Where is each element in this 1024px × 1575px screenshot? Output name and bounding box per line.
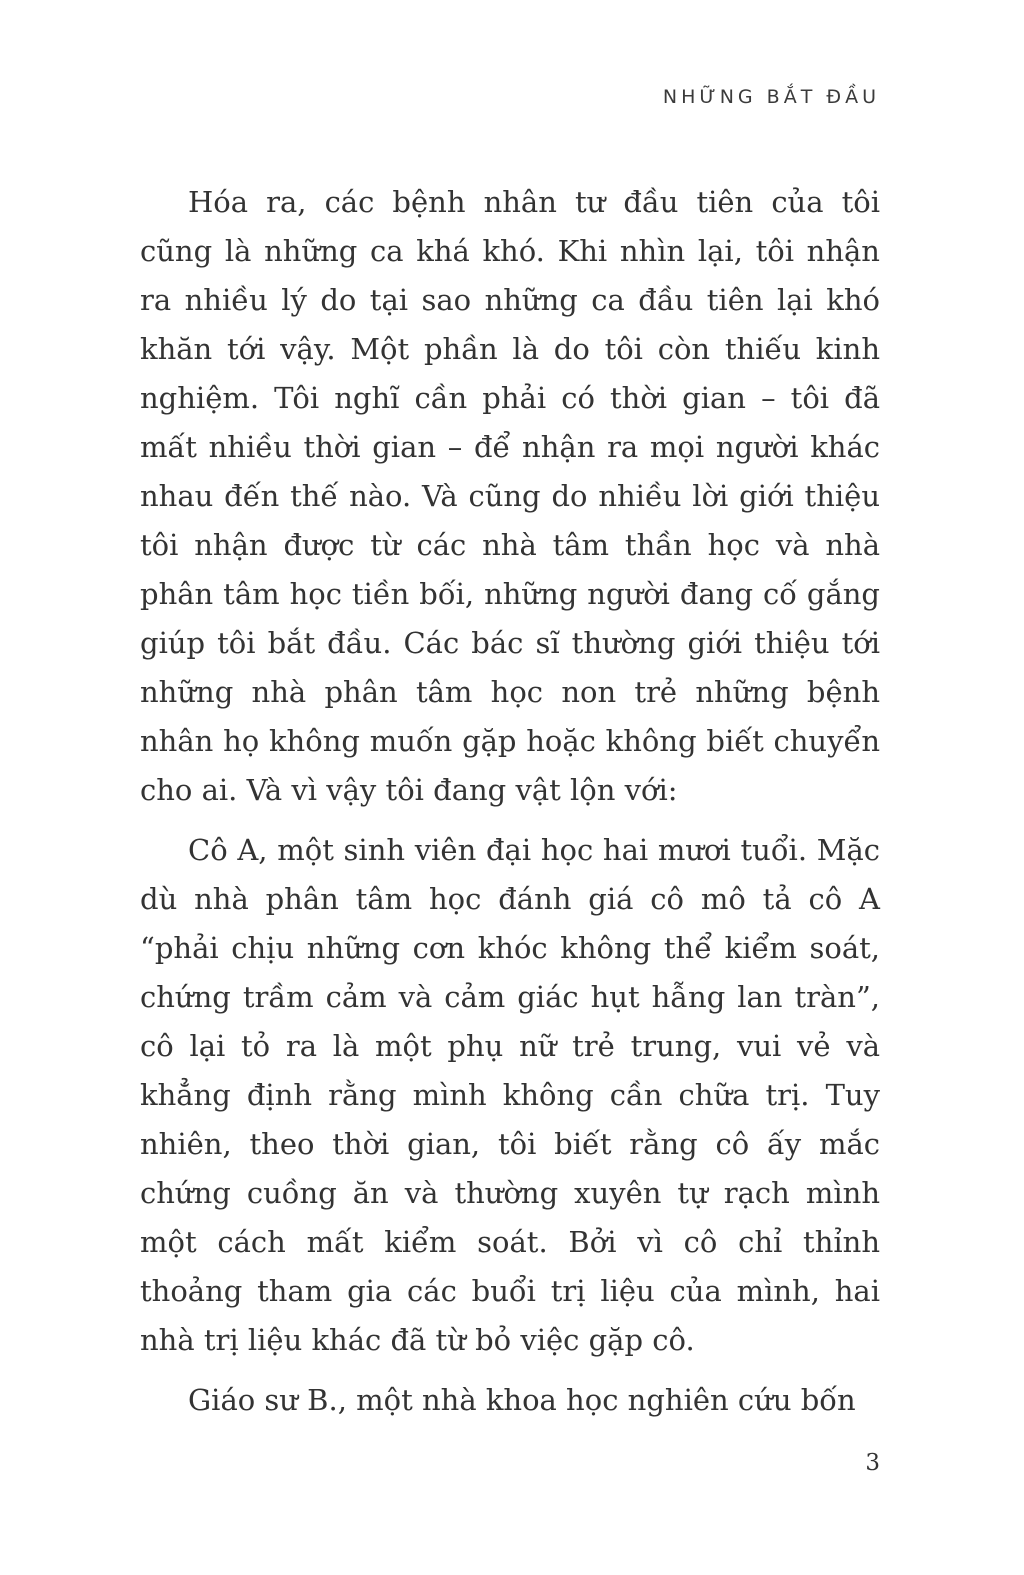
page-number: 3 (865, 1450, 880, 1476)
paragraph: Hóa ra, các bệnh nhân tư đầu tiên của tôi cũng là những ca khá khó. Khi nhìn lại, tôi nhận ra nhiều lý do tại sao những ca đầu tiên lại khó khăn tới vậy. Một phần là do tôi còn thiếu kinh nghiệm. Tôi nghĩ cần phải có thời gian – tôi đã mất nhiều thời gian – để nhận ra mọi người khác nhau đến thế nào. Và cũng do nhiều lời giới thiệu tôi nhận được từ các nhà tâm thần học và nhà phân tâm học tiền bối, những người đang cố gắng giúp tôi bắt đầu. Các bác sĩ thường giới thiệu tới những nhà phân tâm học non trẻ những bệnh nhân họ không muốn gặp hoặc không biết chuyển cho ai. Và vì vậy tôi đang vật lộn với: (140, 185, 880, 807)
running-header: NHỮNG BẮT ĐẦU (662, 86, 880, 108)
page-body (140, 178, 880, 1436)
paragraph: Giáo sư B., một nhà khoa học nghiên cứu bốn (188, 1383, 856, 1417)
paragraph: Cô A, một sinh viên đại học hai mươi tuổi. Mặc dù nhà phân tâm học đánh giá cô mô tả cô A “phải chịu những cơn khóc không thể kiểm soát, chứng trầm cảm và cảm giác hụt hẫng lan tràn”, cô lại tỏ ra là một phụ nữ trẻ trung, vui vẻ và khẳng định rằng mình không cần chữa trị. Tuy nhiên, theo thời gian, tôi biết rằng cô ấy mắc chứng cuồng ăn và thường xuyên tự rạch mình một cách mất kiểm soát. Bởi vì cô chỉ thỉnh thoảng tham gia các buổi trị liệu của mình, hai nhà trị liệu khác đã từ bỏ việc gặp cô. (140, 833, 880, 1357)
